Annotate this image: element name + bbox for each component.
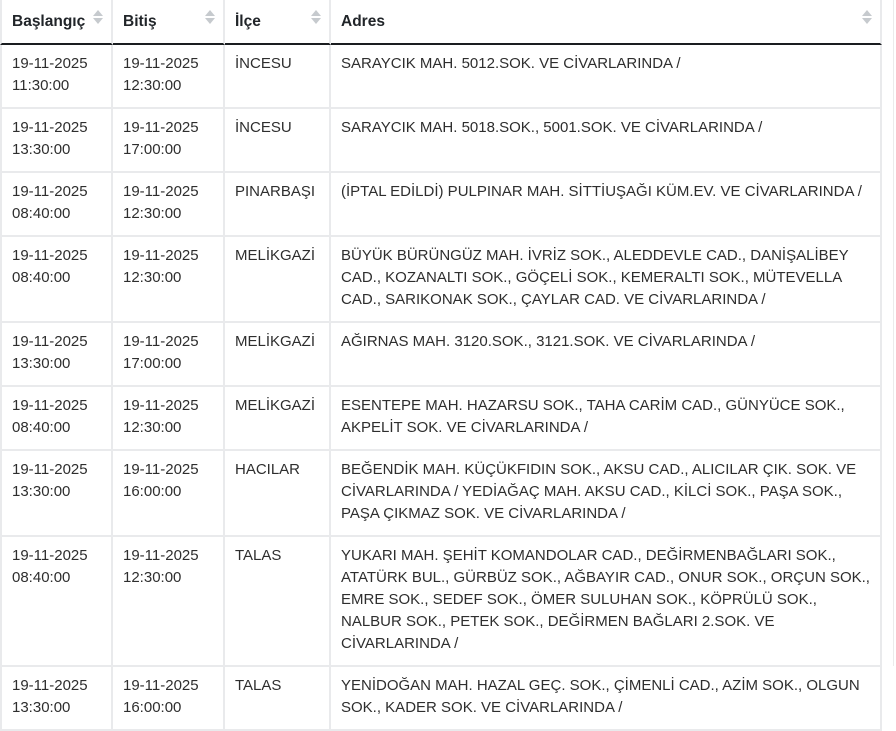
sort-arrows-icon [862,10,872,24]
district-cell: MELİKGAZİ [225,387,331,451]
district-cell: İNCESU [225,109,331,173]
end-cell: 19-11-2025 17:00:00 [113,109,225,173]
end-cell: 19-11-2025 16:00:00 [113,667,225,731]
column-header-label: Başlangıç [12,12,86,30]
address-cell: YUKARI MAH. ŞEHİT KOMANDOLAR CAD., DEĞİRMENBAĞLARI SOK., ATATÜRK BUL., GÜRBÜZ SOK., AĞBAYIR CAD., ONUR SOK., ORÇUN SOK., EMRE SOK., SEDEF SOK., ÖMER SULUHAN SOK., KÖPRÜLÜ SOK., NALBUR SOK., PETEK SOK., DEĞİRMEN BAĞLARI 2.SOK. VE CİVARLARINDA / [331,537,882,667]
column-header-adres[interactable] [331,0,882,45]
district-cell: TALAS [225,537,331,667]
column-header-label: Bitiş [123,12,157,30]
table-row [0,109,882,173]
address-cell: AĞIRNAS MAH. 3120.SOK., 3121.SOK. VE CİVARLARINDA / [331,323,882,387]
district-cell: TALAS [225,667,331,731]
sort-arrows-icon [311,10,321,24]
address-cell: ESENTEPE MAH. HAZARSU SOK., TAHA CARİM CAD., GÜNYÜCE SOK., AKPELİT SOK. VE CİVARLARINDA / [331,387,882,451]
district-cell: PINARBAŞI [225,173,331,237]
start-cell: 19-11-2025 11:30:00 [0,45,113,109]
column-header-label: Adres [341,12,385,30]
table-row [0,387,882,451]
sort-arrows-icon [93,10,103,24]
start-cell: 19-11-2025 13:30:00 [0,667,113,731]
end-cell: 19-11-2025 12:30:00 [113,237,225,323]
table-row [0,45,882,109]
table-row [0,237,882,323]
end-cell: 19-11-2025 12:30:00 [113,45,225,109]
start-cell: 19-11-2025 13:30:00 [0,323,113,387]
column-header-baslangic[interactable] [0,0,113,45]
address-cell: SARAYCIK MAH. 5018.SOK., 5001.SOK. VE CİVARLARINDA / [331,109,882,173]
start-cell: 19-11-2025 08:40:00 [0,173,113,237]
page-right-border [893,0,894,666]
end-cell: 19-11-2025 17:00:00 [113,323,225,387]
start-cell: 19-11-2025 08:40:00 [0,387,113,451]
address-cell: BEĞENDİK MAH. KÜÇÜKFIDIN SOK., AKSU CAD., ALICILAR ÇIK. SOK. VE CİVARLARINDA / YEDİAĞAÇ MAH. AKSU CAD., KİLCİ SOK., PAŞA SOK., PAŞA ÇIKMAZ SOK. VE CİVARLARINDA / [331,451,882,537]
district-cell: MELİKGAZİ [225,323,331,387]
table-row [0,667,882,731]
table-row [0,323,882,387]
address-cell: BÜYÜK BÜRÜNGÜZ MAH. İVRİZ SOK., ALEDDEVLE CAD., DANİŞALİBEY CAD., KOZANALTI SOK., GÖÇELİ SOK., KEMERALTI SOK., MÜTEVELLA CAD., SARIKONAK SOK., ÇAYLAR CAD. VE CİVARLARINDA / [331,237,882,323]
start-cell: 19-11-2025 13:30:00 [0,109,113,173]
start-cell: 19-11-2025 08:40:00 [0,537,113,667]
end-cell: 19-11-2025 16:00:00 [113,451,225,537]
district-cell: HACILAR [225,451,331,537]
column-header-bitis[interactable] [113,0,225,45]
table-row [0,537,882,667]
table-row [0,173,882,237]
end-cell: 19-11-2025 12:30:00 [113,173,225,237]
table-row [0,451,882,537]
start-cell: 19-11-2025 13:30:00 [0,451,113,537]
district-cell: İNCESU [225,45,331,109]
column-header-label: İlçe [235,12,261,30]
address-cell: YENİDOĞAN MAH. HAZAL GEÇ. SOK., ÇİMENLİ CAD., AZİM SOK., OLGUN SOK., KADER SOK. VE CİVARLARINDA / [331,667,882,731]
sort-arrows-icon [205,10,215,24]
table-header-row [0,0,882,45]
column-header-ilce[interactable] [225,0,331,45]
address-cell: (İPTAL EDİLDİ) PULPINAR MAH. SİTTİUŞAĞI KÜM.EV. VE CİVARLARINDA / [331,173,882,237]
start-cell: 19-11-2025 08:40:00 [0,237,113,323]
end-cell: 19-11-2025 12:30:00 [113,387,225,451]
end-cell: 19-11-2025 12:30:00 [113,537,225,667]
district-cell: MELİKGAZİ [225,237,331,323]
address-cell: SARAYCIK MAH. 5012.SOK. VE CİVARLARINDA / [331,45,882,109]
